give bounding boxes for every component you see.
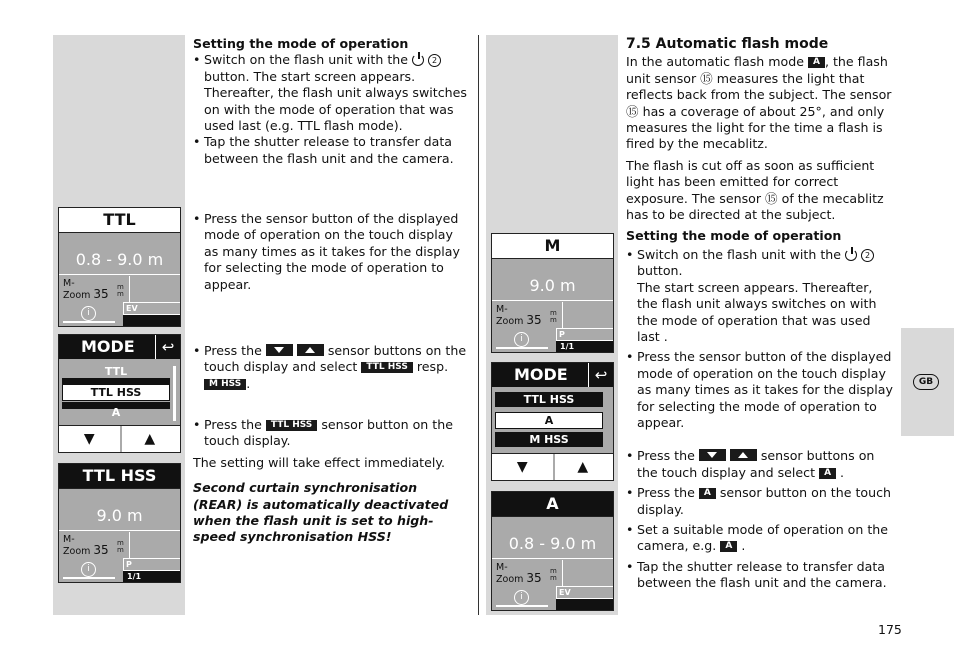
left-section-4 [193, 417, 468, 546]
option-a[interactable]: A [111, 406, 121, 419]
mode-label[interactable]: TTL [59, 208, 180, 233]
info-button[interactable] [492, 328, 552, 351]
list-item: • Press the sensor button of the displayed mode of operation on the touch display as many times as it takes for the display for selecting the mode of operation to appear. [626, 349, 896, 431]
bottom-bar [492, 586, 613, 610]
circled-number: 2 [428, 54, 441, 67]
mode-title: MODE [59, 335, 180, 359]
mode-label[interactable]: A [492, 492, 613, 517]
unit-mm: m m [550, 567, 557, 582]
value-bar [556, 599, 613, 610]
info-icon: i [514, 332, 529, 347]
power-icon [412, 53, 424, 65]
mode-tag-ttl-hss: TTL HSS [361, 362, 412, 373]
value-bar: 1/1 [556, 341, 613, 352]
down-button[interactable]: ▼ [59, 426, 122, 452]
info-button[interactable] [59, 302, 119, 325]
value-bar: 1/1 [123, 571, 180, 582]
paragraph: In the automatic flash mode A , the flash unit sensor ⑮ measures the light that reflects back from the subject. The sensor ⑮ has a coverage of about 25°, and only measures the light for the time a flash is fired by the mecablitz. [626, 54, 892, 152]
p-label[interactable]: P [556, 328, 613, 341]
section-title: 7.5 Automatic flash mode [626, 36, 829, 52]
zoom-readout: M- Zoom 35 [63, 534, 109, 557]
list-item: • Press the sensor buttons on the touch display and select A . [626, 448, 896, 481]
down-button[interactable]: ▼ [492, 454, 555, 480]
bottom-bar [59, 558, 180, 582]
mode-tag-m-hss: M HSS [204, 379, 246, 390]
back-icon[interactable]: ↩ [155, 335, 180, 359]
heading-setting-mode: Setting the mode of operation [626, 228, 842, 244]
left-section-1 [193, 36, 468, 167]
unit-mm: m m [117, 283, 124, 298]
unit-mm: m m [117, 539, 124, 554]
arrow-buttons [59, 425, 180, 452]
language-badge: GB [913, 374, 939, 390]
circled-number: 2 [861, 249, 874, 262]
zoom-readout: M- Zoom 35 [63, 278, 109, 301]
info-button[interactable] [59, 558, 119, 581]
list-item: • Press the sensor buttons on the touch display and select TTL HSS resp. M HSS . [193, 343, 468, 392]
power-icon [845, 248, 857, 260]
list-item: • Press the A sensor button on the touch display. [626, 485, 896, 518]
mode-tag-a: A [699, 488, 716, 499]
zoom-readout: M- Zoom 35 [496, 304, 542, 327]
list-item: • Tap the shutter release to transfer data between the flash unit and the camera. [193, 134, 468, 167]
down-arrow-icon [266, 344, 293, 356]
value-bar [123, 315, 180, 326]
mode-label[interactable]: TTL HSS [59, 464, 180, 489]
option-ttl-hss[interactable]: TTL HSS [495, 392, 603, 407]
mode-title: MODE [492, 363, 613, 387]
info-icon: i [514, 590, 529, 605]
down-arrow-icon [699, 449, 726, 461]
list-item: • Press the TTL HSS sensor button on the touch display. [193, 417, 468, 450]
right-section [626, 36, 896, 592]
range-readout: 9.0 m [59, 502, 180, 531]
list-item: • Set a suitable mode of operation on the camera, e.g. A . [626, 522, 896, 555]
up-button[interactable]: ▲ [577, 459, 589, 475]
page-number: 175 [878, 622, 902, 637]
unit-mm: m m [550, 309, 557, 324]
screen-ttl [58, 207, 181, 327]
up-button[interactable]: ▲ [144, 431, 156, 447]
range-readout: 0.8 - 9.0 m [492, 530, 613, 559]
paragraph: The flash is cut off as soon as sufficient light has been emitted for correct exposure. The sensor ⑮ of the mecablitz has to be directed at the subject. [626, 157, 884, 223]
list-item: • Tap the shutter release to transfer data between the flash unit and the camera. [626, 559, 896, 592]
screen-mode-select-1 [58, 334, 181, 453]
bottom-bar [492, 328, 613, 352]
mode-tag-ttl-hss: TTL HSS [266, 420, 317, 431]
divider [129, 276, 130, 302]
divider [129, 532, 130, 558]
info-icon: i [81, 306, 96, 321]
warning-note: Second curtain synchronisation (REAR) is automatically deactivated when the flash unit is set to high-speed synchronisation HSS! [193, 480, 449, 545]
screen-ttl-hss [58, 463, 181, 583]
option-ttl-hss[interactable]: TTL HSS [62, 384, 170, 401]
divider [562, 302, 563, 328]
info-button[interactable] [492, 586, 552, 609]
p-label[interactable]: P [123, 558, 180, 571]
range-readout: 0.8 - 9.0 m [59, 246, 180, 275]
option-ttl[interactable]: TTL [104, 365, 128, 378]
back-icon[interactable]: ↩ [588, 363, 613, 387]
screen-m [491, 233, 614, 353]
divider [562, 560, 563, 586]
screen-a [491, 491, 614, 611]
screen-mode-select-2 [491, 362, 614, 481]
bottom-bar [59, 302, 180, 326]
option-a[interactable]: A [495, 412, 603, 429]
ev-label[interactable]: EV [123, 302, 180, 315]
scrollbar[interactable] [173, 366, 176, 421]
list-item: • Switch on the flash unit with the 2 button. The start screen appears. Thereafter, the flash unit always switches on with the mode of operation that was used last (e.g. TTL flash mode). [193, 52, 468, 134]
list-item: • Switch on the flash unit with the 2 button. The start screen appears. Thereafter, the flash unit always switches on with the mode of operation that was used last . [626, 247, 896, 345]
heading-setting-mode: Setting the mode of operation [193, 36, 409, 51]
center-divider [478, 35, 479, 615]
list-item: • Press the sensor button of the displayed mode of operation on the touch display as many times as it takes for the display for selecting the mode of operation to appear. [193, 211, 468, 293]
mode-label[interactable]: M [492, 234, 613, 259]
paragraph: The setting will take effect immediately. [193, 454, 446, 470]
left-section-2 [193, 211, 468, 293]
ev-label[interactable]: EV [556, 586, 613, 599]
mode-tag-a: A [808, 57, 825, 68]
range-readout: 9.0 m [492, 272, 613, 301]
up-arrow-icon [730, 449, 757, 461]
zoom-readout: M- Zoom 35 [496, 562, 542, 585]
mode-tag-a: A [819, 468, 836, 479]
up-arrow-icon [297, 344, 324, 356]
option-m-hss[interactable]: M HSS [495, 432, 603, 447]
mode-tag-a: A [720, 541, 737, 552]
left-section-3 [193, 343, 468, 392]
arrow-buttons [492, 453, 613, 480]
info-icon: i [81, 562, 96, 577]
